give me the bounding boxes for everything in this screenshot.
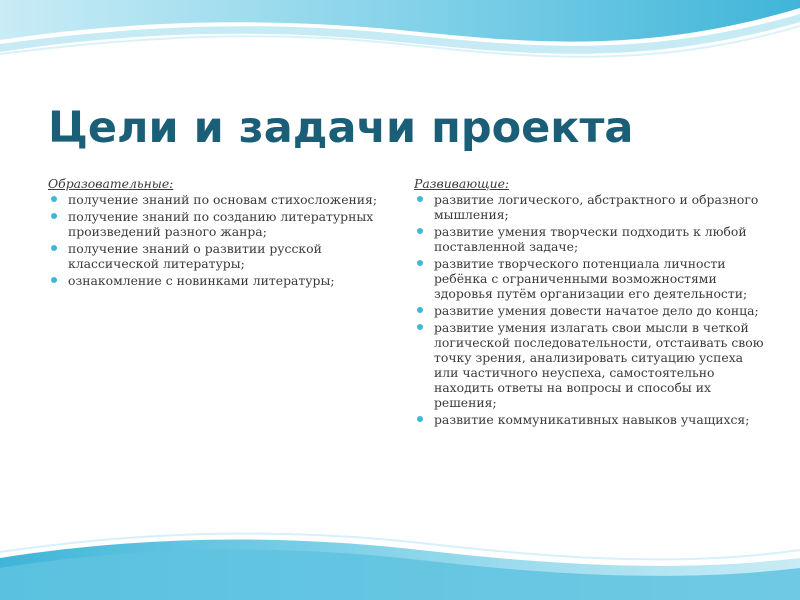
page-title: Цели и задачи проекта [48, 103, 634, 153]
educational-goals-heading: Образовательные: [48, 176, 174, 191]
list-item [414, 412, 764, 427]
list-item-text: развитие умения творчески подходить к любой поставленной задаче; [434, 224, 747, 254]
list-item [48, 192, 383, 207]
list-item-text: развитие умения довести начатое дело до конца; [434, 303, 759, 318]
top-wave-decoration [0, 0, 800, 72]
bullet-icon [417, 260, 423, 266]
list-item-text: развитие творческого потенциала личности ребёнка с ограниченными возможностями здоровья путём организации его деятельности; [434, 256, 748, 301]
list-item [48, 209, 383, 239]
list-item-text: развитие коммуникативных навыков учащихся; [434, 412, 750, 427]
educational-goals-column [48, 176, 383, 290]
list-item-text: ознакомление с новинками литературы; [68, 273, 335, 288]
list-item [414, 224, 764, 254]
list-item [414, 256, 764, 301]
bullet-icon [417, 324, 423, 330]
list-item [48, 241, 383, 271]
bullet-icon [51, 245, 57, 251]
developmental-goals-column [414, 176, 764, 429]
list-item-text: развитие логического, абстрактного и образного мышления; [434, 192, 759, 222]
developmental-goals-heading: Развивающие: [414, 176, 510, 191]
developmental-goals-list [414, 192, 764, 427]
list-item-text: получение знаний по основам стихосложения; [68, 192, 378, 207]
bullet-icon [51, 277, 57, 283]
bullet-icon [417, 307, 423, 313]
bullet-icon [417, 196, 423, 202]
list-item [48, 273, 383, 288]
list-item [414, 320, 764, 410]
list-item [414, 192, 764, 222]
list-item-text: развитие умения излагать свои мысли в четкой логической последовательности, отстаивать свою точку зрения, анализировать ситуацию успеха или частичного неуспеха, самостоятельно находить ответы на вопросы и способы их решения; [434, 320, 764, 410]
bottom-wave-decoration [0, 528, 800, 600]
bullet-icon [51, 213, 57, 219]
bullet-icon [51, 196, 57, 202]
bullet-icon [417, 228, 423, 234]
bullet-icon [417, 416, 423, 422]
list-item [414, 303, 764, 318]
list-item-text: получение знаний о развитии русской классической литературы; [68, 241, 322, 271]
educational-goals-list [48, 192, 383, 288]
list-item-text: получение знаний по созданию литературных произведений разного жанра; [68, 209, 374, 239]
